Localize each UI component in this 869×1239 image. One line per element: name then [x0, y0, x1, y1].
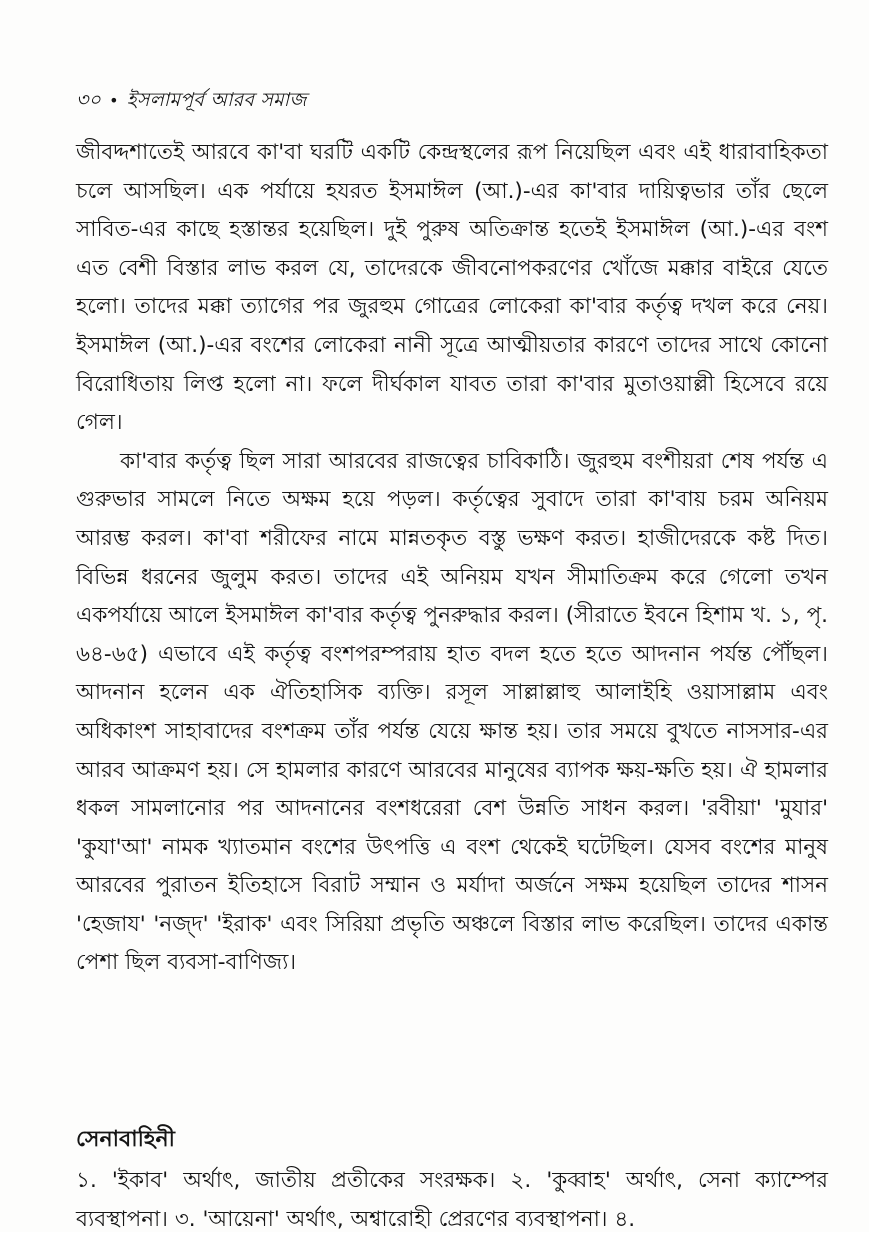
- running-header: [76, 86, 307, 118]
- paragraph-1: জীবদ্দশাতেই আরবে কা'বা ঘরটি একটি কেন্দ্রস্থলের রূপ নিয়েছিল এবং এই ধারাবাহিকতা চলে আসছিল। এক পর্যায়ে হযরত ইসমাঈল (আ.)-এর কা'বার দায়িত্বভার তাঁর ছেলে সাবিত-এর কাছে হস্তান্তর হয়েছিল। দুই পুরুষ অতিক্রান্ত হতেই ইসমাঈল (আ.)-এর বংশ এত বেশী বিস্তার লাভ করল যে, তাদেরকে জীবনোপকরণের খোঁজে মক্কার বাইরে যেতে হলো। তাদের মক্কা ত্যাগের পর জুরহুম গোত্রের লোকেরা কা'বার কর্তৃত্ব দখল করে নেয়। ইসমাঈল (আ.)-এর বংশের লোকেরা নানী সূত্রে আত্মীয়তার কারণে তাদের সাথে কোনো বিরোধিতায় লিপ্ত হলো না। ফলে দীর্ঘকাল যাবত তারা কা'বার মুতাওয়াল্লী হিসেবে রয়ে গেল।: [76, 140, 828, 436]
- book-title: ইসলামপূর্ব আরব সমাজ: [126, 89, 307, 111]
- body-text: [76, 134, 828, 983]
- section-list-text: ১. 'ইকাব' অর্থাৎ, জাতীয় প্রতীকের সংরক্ষক। ২. 'কুব্বাহ' অর্থাৎ, সেনা ক্যাম্পের ব্যবস্থাপনা। ৩. 'আয়েনা' অর্থাৎ, অশ্বারোহী প্রেরণের ব্যবস্থাপনা। ৪.: [76, 1168, 828, 1232]
- header-bullet: •: [109, 91, 119, 110]
- paragraph-2: কা'বার কর্তৃত্ব ছিল সারা আরবের রাজত্বের চাবিকাঠি। জুরহুম বংশীয়রা শেষ পর্যন্ত এ গুরুভার সামলে নিতে অক্ষম হয়ে পড়ল। কর্তৃত্বের সুবাদে তারা কা'বায় চরম অনিয়ম আরম্ভ করল। কা'বা শরীফের নামে মান্নতকৃত বস্তু ভক্ষণ করত। হাজীদেরকে কষ্ট দিত। বিভিন্ন ধরনের জুলুম করত। তাদের এই অনিয়ম যখন সীমাতিক্রম করে গেলো তখন একপর্যায়ে আলে ইসমাঈল কা'বার কর্তৃত্ব পুনরুদ্ধার করল। (সীরাতে ইবনে হিশাম খ. ১, পৃ. ৬৪-৬৫) এভাবে এই কর্তৃত্ব বংশপরম্পরায় হাত বদল হতে হতে আদনান পর্যন্ত পৌঁছল। আদনান হলেন এক ঐতিহাসিক ব্যক্তি। রসূল সাল্লাল্লাহু আলাইহি ওয়াসাল্লাম এবং অধিকাংশ সাহাবাদের বংশক্রম তাঁর পর্যন্ত যেয়ে ক্ষান্ত হয়। তার সময়ে বুখতে নাসসার-এর আরব আক্রমণ হয়। সে হামলার কারণে আরবের মানুষের ব্যাপক ক্ষয়-ক্ষতি হয়। ঐ হামলার ধকল সামলানোর পর আদনানের বংশধরেরা বেশ উন্নতি সাধন করল। 'রবীয়া' 'মুযার' 'কুযা'আ' নামক খ্যাতমান বংশের উৎপত্তি এ বংশ থেকেই ঘটেছিল। যেসব বংশের মানুষ আরবের পুরাতন ইতিহাসে বিরাট সম্মান ও মর্যাদা অর্জনে সক্ষম হয়েছিল তাদের শাসন 'হেজায' 'নজ্দ' 'ইরাক' এবং সিরিয়া প্রভৃতি অঞ্চলে বিস্তার লাভ করেছিল। তাদের একান্ত পেশা ছিল ব্যবসা-বাণিজ্য।: [76, 448, 828, 976]
- page-number: ৩০: [76, 89, 102, 111]
- section-heading: সেনাবাহিনী: [76, 1127, 175, 1152]
